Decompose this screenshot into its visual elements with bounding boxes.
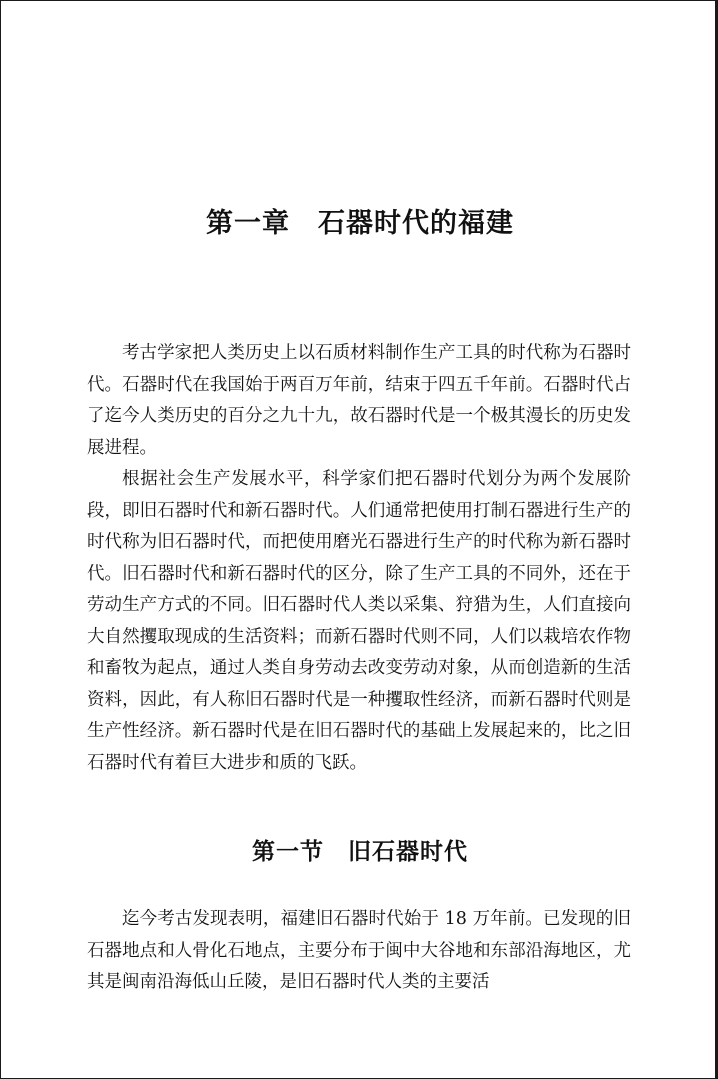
section-title: 第一节 旧石器时代 — [252, 839, 468, 865]
section-text — [87, 904, 631, 999]
paragraph: 根据社会生产发展水平，科学家们把石器时代划分为两个发展阶段，即旧石器时代和新石器时代。人们通常把使用打制石器进行生产的时代称为旧石器时代，而把使用磨光石器进行生产的时代称为新石器时代。旧石器时代和新石器时代的区分，除了生产工具的不同外，还在于劳动生产方式的不同。旧石器时代人类以采集、狩猎为生，人们直接向大自然攫取现成的生活资料；而新石器时代则不同，人们以栽培农作物和畜牧为起点，通过人类自身劳动去改变劳动对象，从而创造新的生活资料，因此，有人称旧石器时代是一种攫取性经济，而新石器时代则是生产性经济。新石器时代是在旧石器时代的基础上发展起来的，比之旧石器时代有着巨大进步和质的飞跃。 — [87, 469, 631, 773]
chapter-intro-text — [87, 338, 631, 779]
paragraph: 迄今考古发现表明，福建旧石器时代始于 18 万年前。已发现的旧石器地点和人骨化石地点，主要分布于闽中大谷地和东部沿海地区，尤其是闽南沿海低山丘陵，是旧石器时代人类的主要活 — [87, 909, 631, 992]
paragraph: 考古学家把人类历史上以石质材料制作生产工具的时代称为石器时代。石器时代在我国始于两百万年前，结束于四五千年前。石器时代占了迄今人类历史的百分之九十九，故石器时代是一个极其漫长的历史发展进程。 — [87, 343, 631, 458]
chapter-title: 第一章 石器时代的福建 — [206, 208, 514, 239]
